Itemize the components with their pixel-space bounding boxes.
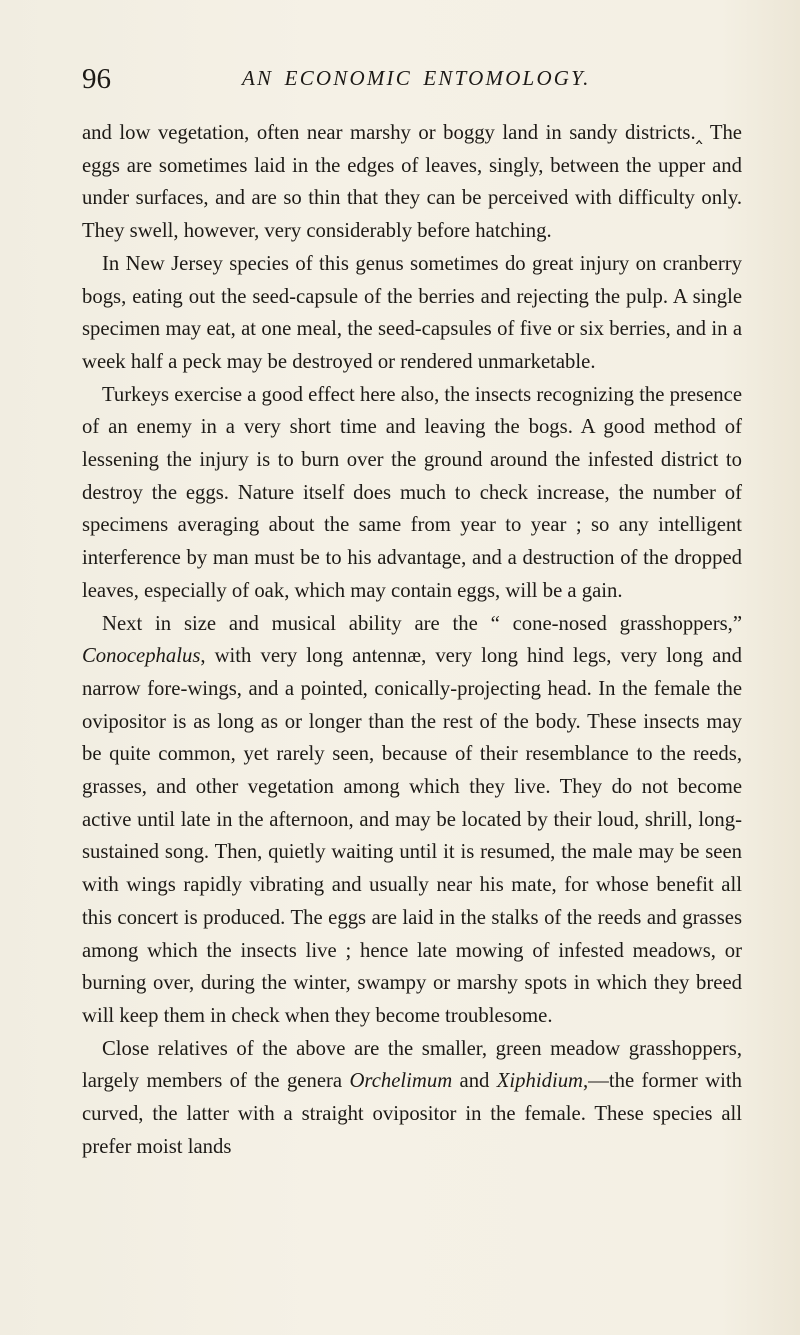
paragraph-text: ,—the former with curved, the latter with a straight ovipositor in the female. These species all prefer moist lands — [82, 1070, 742, 1158]
paragraph-1 — [82, 117, 742, 248]
paragraph-3 — [82, 379, 742, 608]
paragraph-4 — [82, 608, 742, 1033]
paragraph-text: Next in size and musical ability are the “ cone-nosed grasshoppers,” — [102, 612, 742, 635]
body-text — [82, 117, 742, 1164]
paragraph-text: and low vegetation, often near marshy or boggy land in sandy districts.‸ The eggs are sometimes laid in the edges of leaves, singly, between the upper and under surfaces, and are so thin that they can be perceived with difficulty only. They swell, however, very considerably before hatching. — [82, 122, 742, 243]
paragraph-2 — [82, 248, 742, 379]
paragraph-text: , with very long antennæ, very long hind legs, very long and narrow fore-wings, and a pointed, conically-projecting head. In the female the ovipositor is as long as or longer than the rest of the body. These insects may be quite common, yet rarely seen, because of their resemblance to the reeds, grasses, and other vegetation among which they live. They do not become active until late in the afternoon, and may be located by their loud, shrill, long-sustained song. Then, quietly waiting until it is resumed, the male may be seen with wings rapidly vibrating and usually near his mate, for whose benefit all this concert is produced. The eggs are laid in the stalks of the reeds and grasses among which the insects live ; hence late mowing of infested meadows, or burning over, during the winter, swampy or marshy spots in which they breed will keep them in check when they become troublesome. — [82, 645, 742, 1027]
page-number: 96 — [82, 63, 111, 95]
paragraph-text: Turkeys exercise a good effect here also, the insects recognizing the presence of an enemy in a very short time and leaving the bogs. A good method of lessening the injury is to burn over the ground around the infested district to destroy the eggs. Nature itself does much to check increase, the number of specimens averaging about the same from year to year ; so any intelligent interference by man must be to his advantage, and a destruction of the dropped leaves, especially of oak, which may contain eggs, will be a gain. — [82, 383, 742, 602]
genus-name-xiphidium: Xiphidium — [496, 1070, 583, 1093]
genus-name-orchelimum: Orchelimum — [349, 1070, 453, 1093]
paragraph-text: In New Jersey species of this genus sometimes do great injury on cranberry bogs, eating out the seed-capsule of the berries and rejecting the pulp. A single specimen may eat, at one meal, the seed-capsules of five or six berries, and in a week half a peck may be destroyed or rendered unmarketable. — [82, 252, 742, 373]
running-title: AN ECONOMIC ENTOMOLOGY. — [242, 66, 591, 90]
page-header — [82, 62, 742, 102]
paragraph-5 — [82, 1033, 742, 1164]
genus-name-conocephalus: Conocephalus — [82, 645, 201, 668]
paragraph-text: Close relatives of the above are the smaller, green meadow grasshoppers, largely members of the genera — [82, 1037, 742, 1093]
paragraph-text: and — [452, 1070, 497, 1093]
